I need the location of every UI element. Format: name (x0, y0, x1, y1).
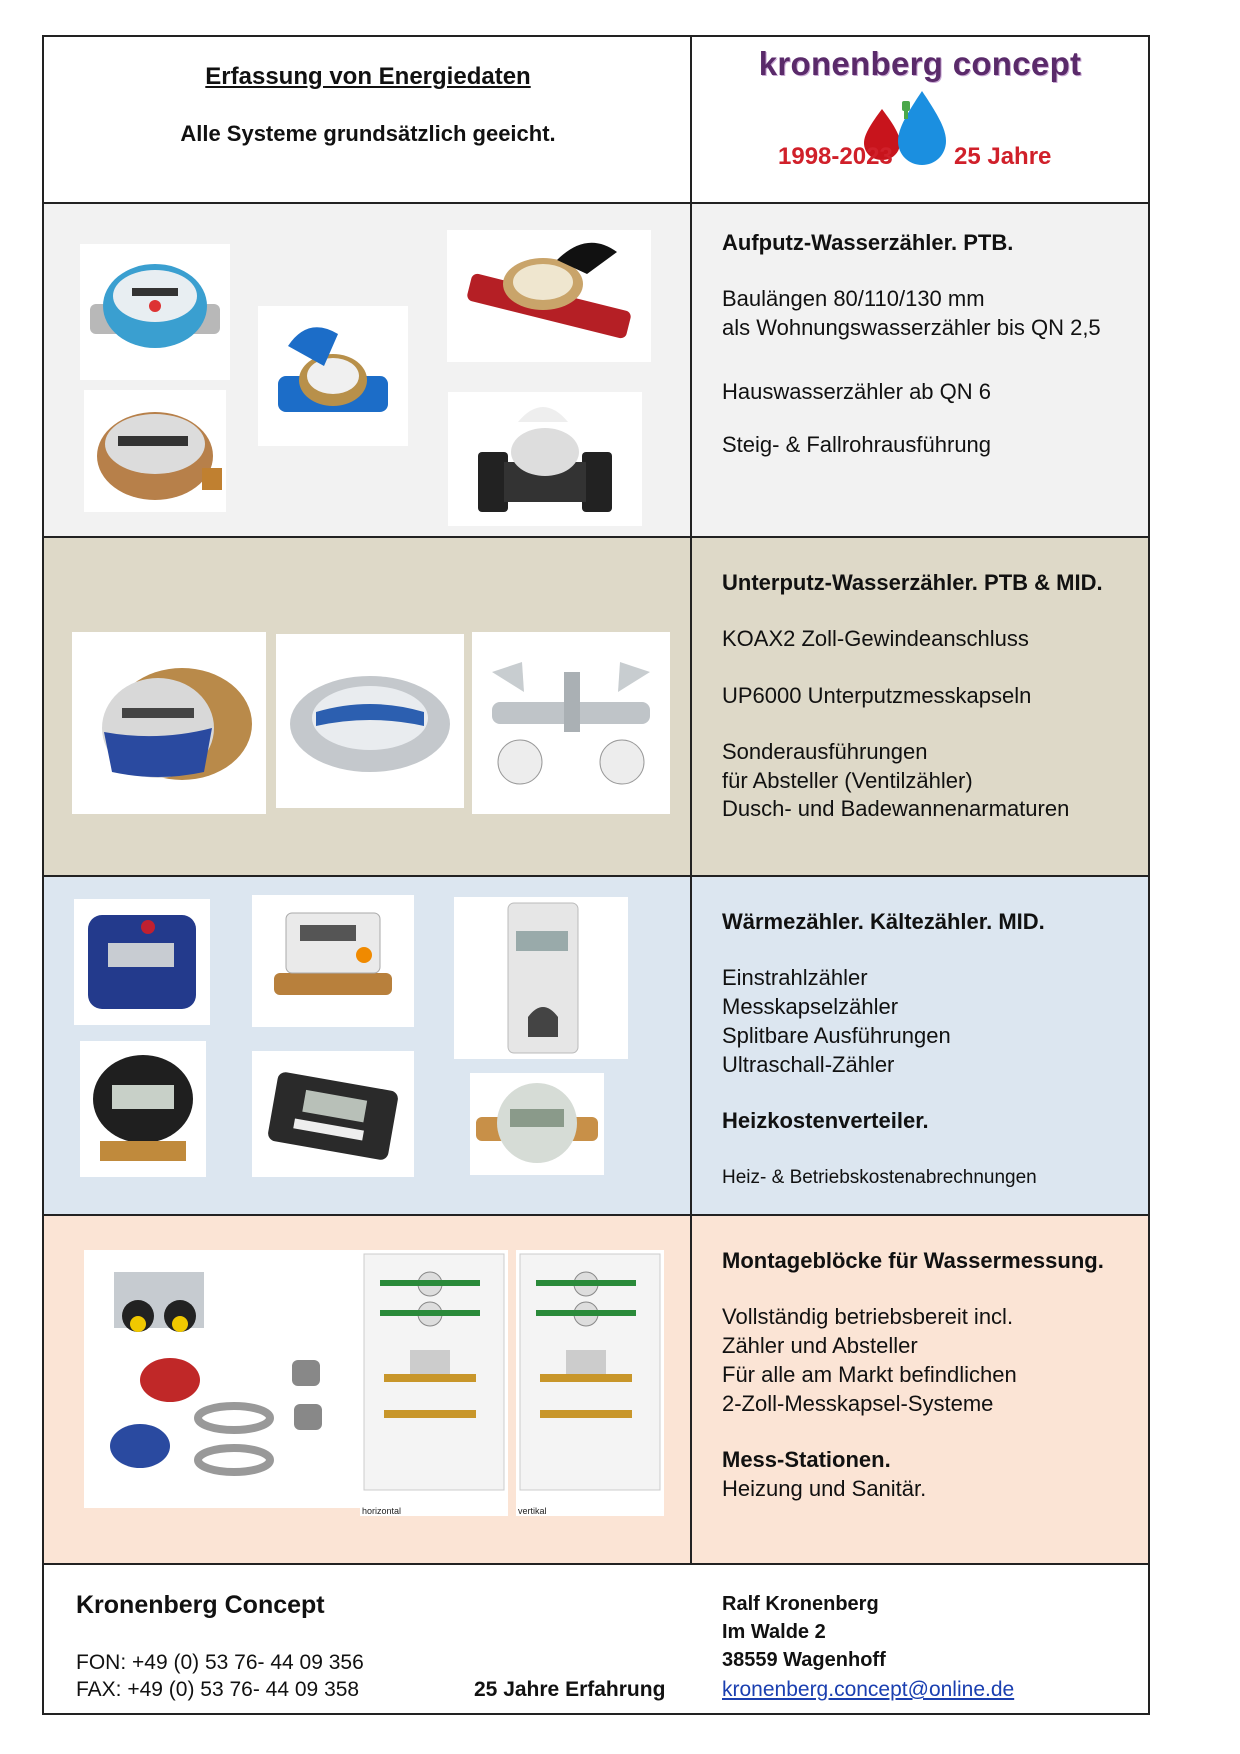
heat-meter-blue-image (74, 899, 210, 1025)
aufputz-line-4: Steig- & Fallrohrausführung (722, 432, 992, 457)
unterputz-capsule-meter-image (72, 632, 266, 814)
meter-station-vertical-image (516, 1250, 664, 1516)
waerme-line-5: Heiz- & Betriebskostenabrechnungen (722, 1167, 1037, 1188)
montage-line-5: Heizung und Sanitär. (722, 1476, 927, 1501)
unterputz-chrome-cover-image (276, 634, 464, 808)
unterputz-title: Unterputz-Wasserzähler. PTB & MID. (722, 570, 1103, 595)
waerme-images (44, 877, 692, 1214)
footer-fax: FAX: +49 (0) 53 76- 44 09 358 (76, 1678, 360, 1701)
montage-text (692, 1216, 1148, 1563)
montage-line-2: Zähler und Absteller (722, 1333, 918, 1358)
water-meter-brass-image (84, 390, 226, 512)
heat-meter-compact-image (252, 895, 414, 1027)
water-meter-red-image (447, 230, 651, 362)
section-unterputz (44, 538, 1148, 877)
data-sheet (42, 35, 1150, 1715)
heizkosten-title: Heizkostenverteiler. (722, 1108, 929, 1133)
unterputz-line-1: KOAX2 Zoll-Gewindeanschluss (722, 626, 1029, 651)
unterputz-images (44, 538, 692, 875)
header-row (44, 37, 1148, 204)
logo-years: 1998-2023 (778, 143, 893, 170)
footer-company: Kronenberg Concept (76, 1591, 325, 1619)
page-subtitle: Alle Systeme grundsätzlich geeicht. (180, 121, 556, 146)
aufputz-text (692, 204, 1148, 536)
montage-line-3: Für alle am Markt befindlichen (722, 1362, 1017, 1387)
section-aufputz (44, 204, 1148, 538)
mess-stationen-title: Mess-Stationen. (722, 1447, 891, 1472)
caption-horizontal: horizontal (362, 1506, 402, 1516)
aufputz-line-1: Baulängen 80/110/130 mm (722, 286, 985, 311)
footer-email-link[interactable]: kronenberg.concept@online.de (722, 1678, 1015, 1701)
aufputz-line-3: Hauswasserzähler ab QN 6 (722, 379, 992, 404)
waerme-line-1: Einstrahlzähler (722, 965, 868, 990)
header-logo (692, 37, 1148, 202)
footer-contact-name: Ralf Kronenberg (722, 1593, 879, 1615)
heat-meter-white-image (470, 1073, 604, 1175)
footer-left (44, 1565, 692, 1715)
water-meter-blue-lid-image (258, 306, 408, 446)
footer-right (692, 1565, 1148, 1715)
footer-row (44, 1565, 1148, 1715)
aufputz-title: Aufputz-Wasserzähler. PTB. (722, 230, 1014, 255)
waerme-text (692, 877, 1148, 1214)
section-montage (44, 1216, 1148, 1565)
waerme-line-3: Splitbare Ausführungen (722, 1023, 951, 1048)
header-left (44, 37, 692, 202)
heat-cost-allocator-image (454, 897, 628, 1059)
unterputz-line-3: Sonderausführungen (722, 739, 928, 764)
montage-title: Montageblöcke für Wassermessung. (722, 1248, 1104, 1273)
montage-line-1: Vollständig betriebsbereit incl. (722, 1304, 1014, 1329)
montage-images (44, 1216, 692, 1563)
footer-phone: FON: +49 (0) 53 76- 44 09 356 (76, 1651, 364, 1674)
aufputz-images (44, 204, 692, 536)
ultrasonic-meter-image (252, 1051, 414, 1177)
unterputz-line-4: für Absteller (Ventilzähler) (722, 768, 973, 793)
waerme-line-2: Messkapselzähler (722, 994, 899, 1019)
page-title: Erfassung von Energiedaten (205, 63, 531, 90)
water-meter-flange-image (448, 392, 642, 526)
section-waerme (44, 877, 1148, 1216)
water-meter-blue-image (80, 244, 230, 380)
unterputz-text (692, 538, 1148, 875)
logo-anniversary: 25 Jahre (954, 143, 1052, 170)
meter-station-horizontal-image (360, 1250, 508, 1516)
unterputz-line-2: UP6000 Unterputzmesskapseln (722, 683, 1032, 708)
unterputz-line-5: Dusch- und Badewannenarmaturen (722, 796, 1070, 821)
aufputz-line-2: als Wohnungswasserzähler bis QN 2,5 (722, 315, 1101, 340)
waerme-title: Wärmezähler. Kältezähler. MID. (722, 909, 1045, 934)
heat-meter-black-image (80, 1041, 206, 1177)
waerme-line-4: Ultraschall-Zähler (722, 1052, 895, 1077)
montage-line-4: 2-Zoll-Messkapsel-Systeme (722, 1391, 994, 1416)
logo-name: kronenberg concept (758, 45, 1082, 82)
caption-vertical: vertikal (518, 1506, 547, 1516)
footer-city: 38559 Wagenhoff (722, 1649, 886, 1671)
shower-valve-meter-image (472, 632, 670, 814)
footer-street: Im Walde 2 (722, 1621, 826, 1643)
footer-experience: 25 Jahre Erfahrung (474, 1678, 666, 1701)
mounting-block-parts-image (84, 1250, 360, 1508)
